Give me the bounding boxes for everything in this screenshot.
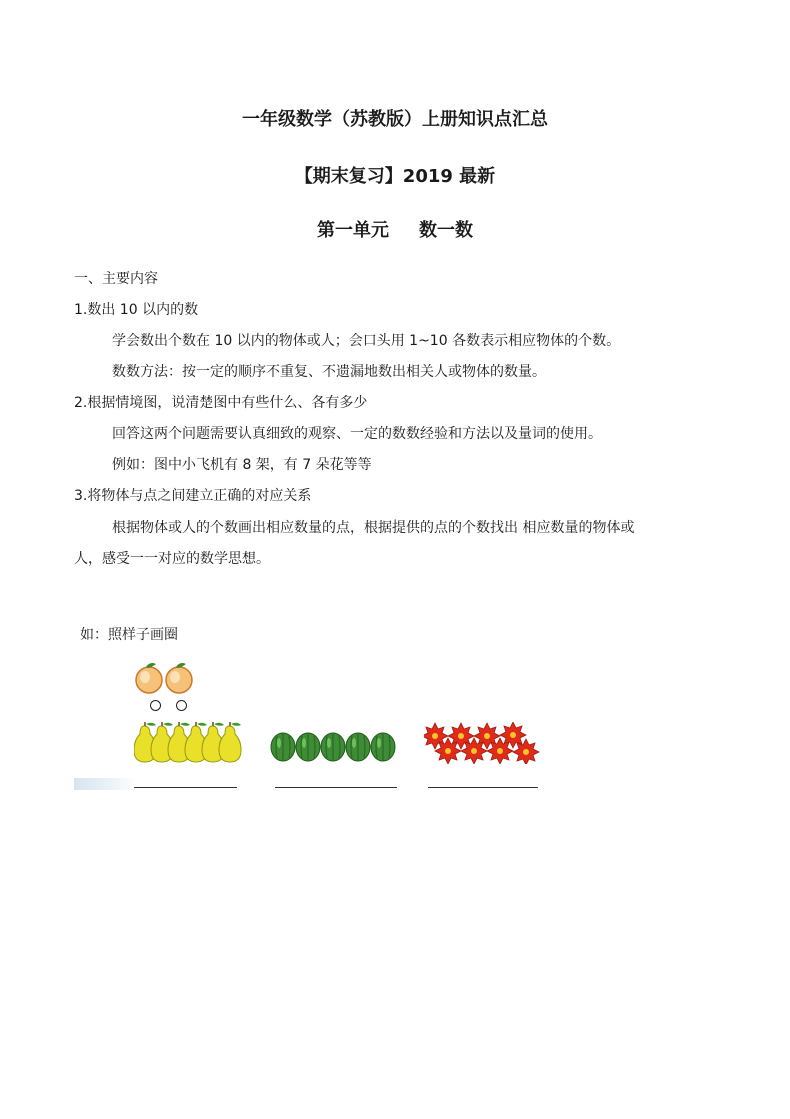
document-subtitle: 【期末复习】2019 最新 [294, 166, 496, 187]
item-title: 2.根据情境图，说清楚图中有些什么、各有多少 [74, 395, 368, 411]
item-line: 回答这两个问题需要认真细致的观察、一定的数数经验和方法以及量词的使用。 [112, 426, 602, 442]
section-heading: 一、主要内容 [74, 271, 158, 287]
item-title: 1.数出 10 以内的数 [74, 302, 199, 318]
answer-line [428, 787, 538, 788]
item-line: 数数方法：按一定的顺序不重复、不遗漏地数出相关人或物体的数量。 [112, 364, 546, 380]
pear-group [134, 722, 244, 764]
item-line: 根据物体或人的个数画出相应数量的点，根据提供的点的个数找出 相应数量的物体或 [112, 520, 635, 536]
image-shadow [74, 778, 136, 790]
answer-line [275, 787, 397, 788]
item-line: 例如：图中小飞机有 8 架，有 7 朵花等等 [112, 457, 372, 473]
sample-peaches [132, 660, 202, 696]
answer-line [134, 787, 237, 788]
sample-circle [176, 700, 187, 711]
item-title: 3.将物体与点之间建立正确的对应关系 [74, 488, 312, 504]
green-pepper-group [270, 728, 400, 764]
sample-circle [150, 700, 161, 711]
peach-icon [136, 663, 162, 693]
item-line: 学会数出个数在 10 以内的物体或人；会口头用 1~10 各数表示相应物体的个数。 [112, 333, 621, 349]
item-line: 人，感受一一对应的数学思想。 [74, 551, 270, 567]
green-pepper-icon [271, 733, 295, 761]
red-flower-group [424, 722, 544, 764]
unit-heading [0, 216, 790, 242]
document-title: 一年级数学（苏教版）上册知识点汇总 [242, 109, 548, 130]
unit-label: 第一单元 [317, 220, 389, 241]
exercise-prompt: 如：照样子画圈 [80, 627, 178, 643]
unit-name: 数一数 [419, 220, 473, 241]
peach-icon [166, 663, 192, 693]
